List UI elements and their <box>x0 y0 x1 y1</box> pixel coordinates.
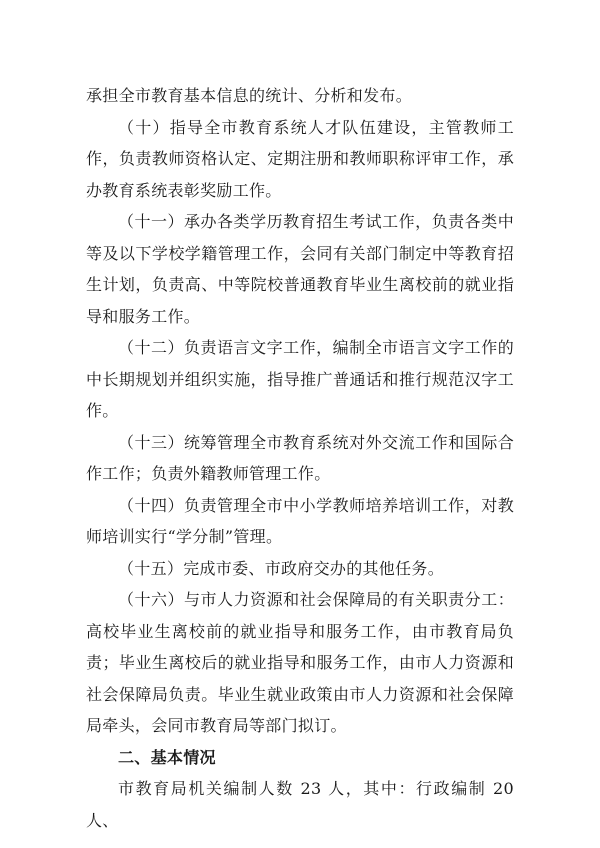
paragraph-item-13: （十三）统筹管理全市教育系统对外交流工作和国际合作工作；负责外籍教师管理工作。 <box>86 432 514 483</box>
paragraph-item-11: （十一）承办各类学历教育招生考试工作，负责各类中等及以下学校学籍管理工作，会同有关部门制定中等教育招生计划，负责高、中等院校普通教育毕业生离校前的就业指导和服务工作。 <box>86 212 514 326</box>
paragraph-staffing: 市教育局机关编制人数 23 人，其中：行政编制 20 人、 <box>86 779 514 830</box>
paragraph-item-10: （十）指导全市教育系统人才队伍建设，主管教师工作，负责教师资格认定、定期注册和教师职称评审工作，承办教育系统表彰奖励工作。 <box>86 117 514 200</box>
paragraph-item-15: （十五）完成市委、市政府交办的其他任务。 <box>118 558 445 578</box>
paragraph-item-14: （十四）负责管理全市中小学教师培养培训工作，对教师培训实行“学分制”管理。 <box>86 495 514 546</box>
section-heading: 二、基本情况 <box>118 747 216 767</box>
body-text <box>86 80 514 836</box>
paragraph-item-12: （十二）负责语言文字工作，编制全市语言文字工作的中长期规划并组织实施，指导推广普通话和推行规范汉字工作。 <box>86 338 514 420</box>
paragraph-item-16: （十六）与市人力资源和社会保障局的有关职责分工：高校毕业生离校前的就业指导和服务工作，由市教育局负责；毕业生离校后的就业指导和服务工作，由市人力资源和社会保障局负责。毕业生就业政策由市人力资源和社会保障局牵头，会同市教育局等部门拟订。 <box>86 590 514 735</box>
paragraph-continuation: 承担全市教育基本信息的统计、分析和发布。 <box>86 86 413 105</box>
